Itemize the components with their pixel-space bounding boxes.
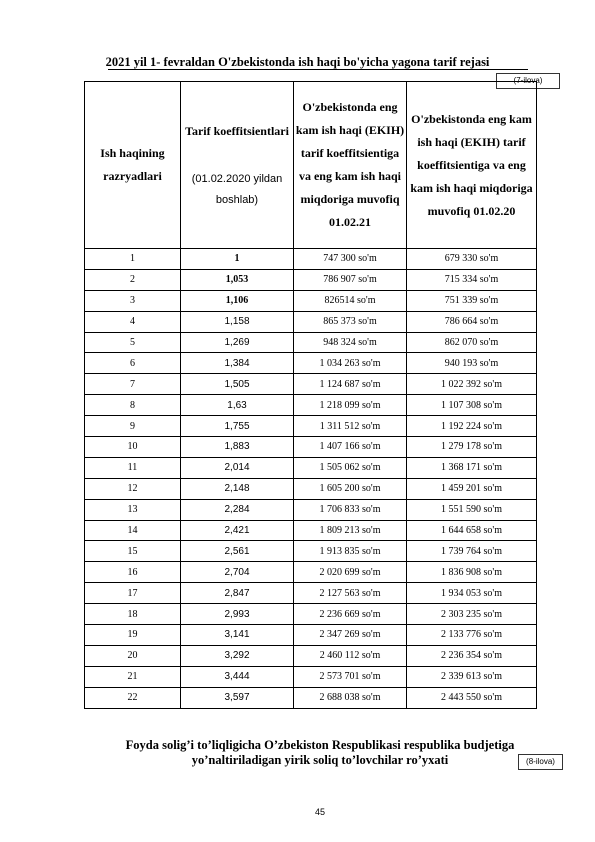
table-row xyxy=(85,269,537,290)
cell-wage-2020: 1 279 178 so'm xyxy=(407,437,537,458)
cell-coefficient: 2,993 xyxy=(181,604,294,625)
table-row xyxy=(85,311,537,332)
table-row xyxy=(85,457,537,478)
cell-grade: 8 xyxy=(85,395,181,416)
cell-coefficient: 2,284 xyxy=(181,499,294,520)
cell-wage-2020: 1 022 392 so'm xyxy=(407,374,537,395)
cell-coefficient: 2,148 xyxy=(181,478,294,499)
cell-coefficient: 1,505 xyxy=(181,374,294,395)
cell-grade: 5 xyxy=(85,332,181,353)
table-row xyxy=(85,625,537,646)
cell-wage-2021: 1 809 213 so'm xyxy=(294,520,407,541)
cell-grade: 19 xyxy=(85,625,181,646)
cell-grade: 2 xyxy=(85,269,181,290)
cell-coefficient: 2,704 xyxy=(181,562,294,583)
cell-wage-2021: 1 311 512 so'm xyxy=(294,416,407,437)
document-title xyxy=(0,55,595,69)
cell-grade: 1 xyxy=(85,249,181,270)
cell-grade: 11 xyxy=(85,457,181,478)
cell-wage-2020: 751 339 so'm xyxy=(407,290,537,311)
cell-grade: 20 xyxy=(85,645,181,666)
cell-wage-2020: 679 330 so'm xyxy=(407,249,537,270)
table-row xyxy=(85,562,537,583)
cell-coefficient: 1,106 xyxy=(181,290,294,311)
cell-coefficient: 3,292 xyxy=(181,645,294,666)
cell-wage-2020: 1 551 590 so'm xyxy=(407,499,537,520)
cell-wage-2020: 2 443 550 so'm xyxy=(407,687,537,708)
cell-coefficient: 1,883 xyxy=(181,437,294,458)
cell-coefficient: 1,63 xyxy=(181,395,294,416)
cell-wage-2021: 826514 so'm xyxy=(294,290,407,311)
cell-wage-2021: 1 124 687 so'm xyxy=(294,374,407,395)
header-coefficients-note: (01.02.2020 yildan boshlab) xyxy=(191,172,283,206)
cell-coefficient: 1,384 xyxy=(181,353,294,374)
cell-coefficient: 1,158 xyxy=(181,311,294,332)
cell-coefficient: 2,421 xyxy=(181,520,294,541)
cell-wage-2021: 865 373 so'm xyxy=(294,311,407,332)
cell-wage-2020: 2 133 776 so'm xyxy=(407,625,537,646)
cell-coefficient: 1,755 xyxy=(181,416,294,437)
cell-coefficient: 1,269 xyxy=(181,332,294,353)
cell-grade: 9 xyxy=(85,416,181,437)
cell-grade: 13 xyxy=(85,499,181,520)
cell-wage-2020: 1 107 308 so'm xyxy=(407,395,537,416)
cell-grade: 3 xyxy=(85,290,181,311)
table-row xyxy=(85,499,537,520)
table-row xyxy=(85,541,537,562)
cell-wage-2021: 2 236 669 so'm xyxy=(294,604,407,625)
cell-grade: 6 xyxy=(85,353,181,374)
cell-wage-2021: 1 407 166 so'm xyxy=(294,437,407,458)
cell-coefficient: 1,053 xyxy=(181,269,294,290)
table-body xyxy=(85,249,537,709)
cell-coefficient: 3,141 xyxy=(181,625,294,646)
cell-wage-2020: 786 664 so'm xyxy=(407,311,537,332)
cell-wage-2021: 2 020 699 so'm xyxy=(294,562,407,583)
table-row xyxy=(85,583,537,604)
cell-coefficient: 2,561 xyxy=(181,541,294,562)
cell-grade: 7 xyxy=(85,374,181,395)
cell-coefficient: 3,444 xyxy=(181,666,294,687)
title-underline xyxy=(108,69,528,70)
cell-wage-2020: 1 739 764 so'm xyxy=(407,541,537,562)
title-text: 2021 yil 1- fevraldan O'zbekistonda ish haqi bo'yicha yagona tarif rejasi xyxy=(105,55,490,69)
header-grades: Ish haqining razryadlari xyxy=(85,82,181,249)
table-row xyxy=(85,478,537,499)
cell-coefficient: 2,014 xyxy=(181,457,294,478)
cell-grade: 16 xyxy=(85,562,181,583)
table-row xyxy=(85,666,537,687)
cell-wage-2020: 1 934 053 so'm xyxy=(407,583,537,604)
cell-grade: 15 xyxy=(85,541,181,562)
cell-wage-2021: 2 573 701 so'm xyxy=(294,666,407,687)
cell-wage-2020: 862 070 so'm xyxy=(407,332,537,353)
cell-wage-2021: 1 605 200 so'm xyxy=(294,478,407,499)
table-row xyxy=(85,416,537,437)
table-row xyxy=(85,290,537,311)
table-row xyxy=(85,353,537,374)
table-row xyxy=(85,520,537,541)
cell-grade: 12 xyxy=(85,478,181,499)
cell-wage-2020: 1 368 171 so'm xyxy=(407,457,537,478)
cell-wage-2020: 2 303 235 so'm xyxy=(407,604,537,625)
cell-wage-2021: 1 706 833 so'm xyxy=(294,499,407,520)
cell-wage-2020: 1 836 908 so'm xyxy=(407,562,537,583)
cell-grade: 17 xyxy=(85,583,181,604)
cell-wage-2021: 2 127 563 so'm xyxy=(294,583,407,604)
footer-heading xyxy=(0,738,595,768)
footer-line-2: yo’naltiriladigan yirik soliq to’lovchilar ro’yxati xyxy=(191,753,449,767)
page-number: 45 xyxy=(314,807,325,817)
cell-wage-2020: 1 192 224 so'm xyxy=(407,416,537,437)
cell-wage-2020: 2 339 613 so'm xyxy=(407,666,537,687)
header-coefficients xyxy=(181,82,294,249)
cell-wage-2021: 2 688 038 so'm xyxy=(294,687,407,708)
cell-wage-2020: 2 236 354 so'm xyxy=(407,645,537,666)
header-min-wage-2021: O'zbekistonda eng kam ish haqi (EKIH) tarif koeffitsientiga va eng kam ish haqi miqdoriga muvofiq 01.02.21 xyxy=(294,82,407,249)
cell-wage-2021: 1 034 263 so'm xyxy=(294,353,407,374)
cell-grade: 18 xyxy=(85,604,181,625)
cell-wage-2020: 940 193 so'm xyxy=(407,353,537,374)
table-row xyxy=(85,374,537,395)
table-row xyxy=(85,332,537,353)
table-row xyxy=(85,249,537,270)
cell-grade: 4 xyxy=(85,311,181,332)
table-row xyxy=(85,645,537,666)
table-header-row xyxy=(85,82,537,249)
cell-wage-2021: 1 218 099 so'm xyxy=(294,395,407,416)
header-min-wage-2020: O'zbekistonda eng kam ish haqi (EKIH) tarif koeffitsientiga va eng kam ish haqi miqdoriga muvofiq 01.02.20 xyxy=(407,82,537,249)
cell-grade: 10 xyxy=(85,437,181,458)
cell-wage-2020: 1 644 658 so'm xyxy=(407,520,537,541)
cell-wage-2020: 1 459 201 so'm xyxy=(407,478,537,499)
table-row xyxy=(85,437,537,458)
cell-wage-2021: 786 907 so'm xyxy=(294,269,407,290)
cell-wage-2021: 948 324 so'm xyxy=(294,332,407,353)
cell-grade: 21 xyxy=(85,666,181,687)
cell-wage-2021: 2 460 112 so'm xyxy=(294,645,407,666)
header-coefficients-title: Tarif koeffitsientlari xyxy=(185,123,289,138)
cell-wage-2021: 2 347 269 so'm xyxy=(294,625,407,646)
cell-wage-2021: 1 913 835 so'm xyxy=(294,541,407,562)
cell-grade: 22 xyxy=(85,687,181,708)
cell-coefficient: 2,847 xyxy=(181,583,294,604)
table-row xyxy=(85,395,537,416)
footer-line-1: Foyda solig’i to’liqligicha O’zbekiston Respublikasi respublika budjetiga xyxy=(125,738,515,752)
annex-tag-7: (7-ilova) xyxy=(496,73,560,89)
annex-tag-8: (8-ilova) xyxy=(518,754,563,770)
cell-grade: 14 xyxy=(85,520,181,541)
cell-wage-2021: 1 505 062 so'm xyxy=(294,457,407,478)
tariff-table xyxy=(84,81,537,709)
cell-coefficient: 3,597 xyxy=(181,687,294,708)
cell-wage-2021: 747 300 so'm xyxy=(294,249,407,270)
cell-wage-2020: 715 334 so'm xyxy=(407,269,537,290)
cell-coefficient: 1 xyxy=(181,249,294,270)
table-row xyxy=(85,604,537,625)
table-row xyxy=(85,687,537,708)
